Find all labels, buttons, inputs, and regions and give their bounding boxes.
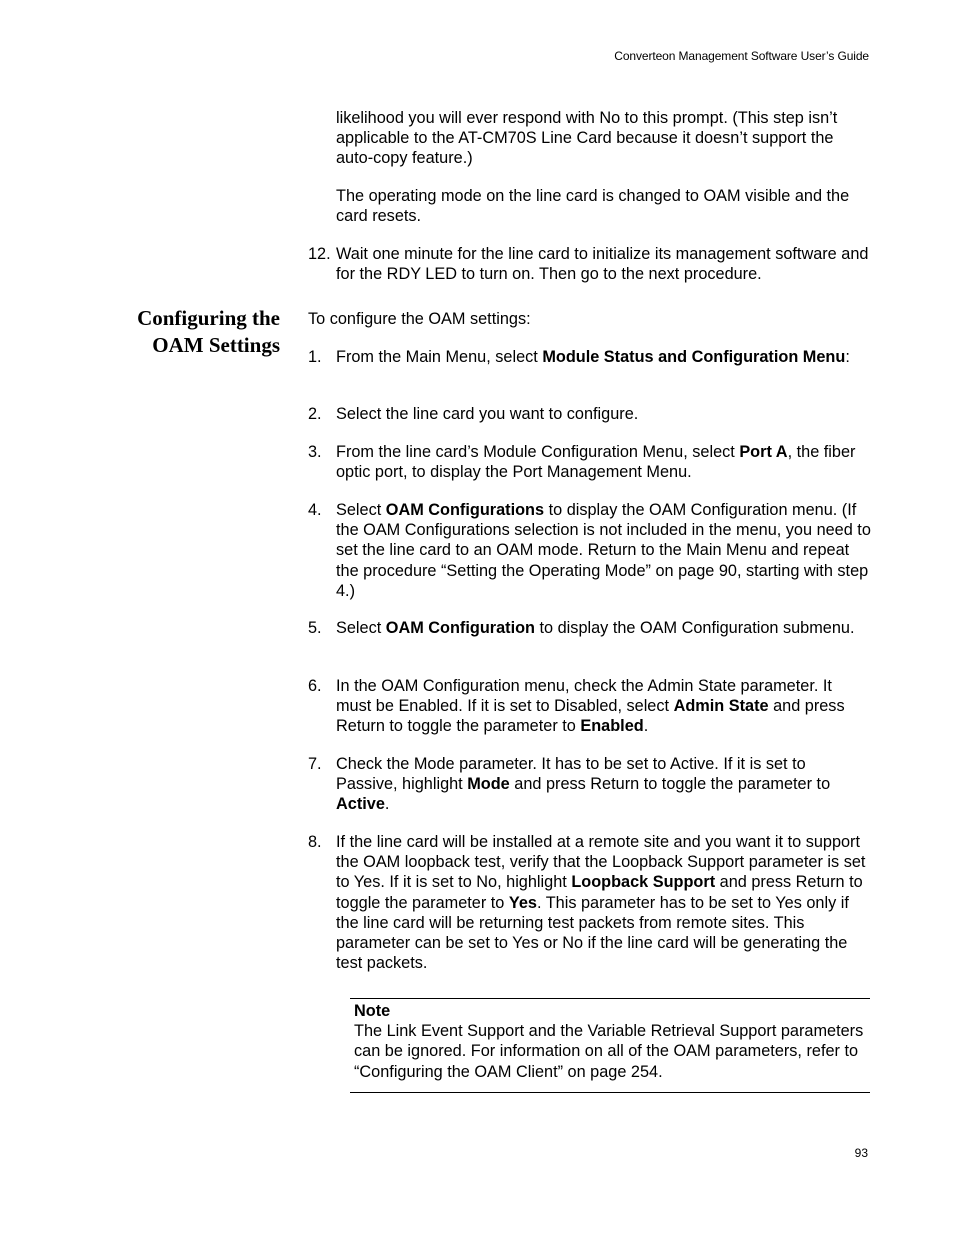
text-run: Check the Mode parameter. It has to be set to Active. If it is set to Passive, highlight — [336, 755, 806, 794]
step-12 — [308, 244, 871, 284]
text-run: Select the line card you want to configure. — [336, 405, 639, 423]
step-3 — [308, 442, 871, 482]
bold-term: Yes — [508, 893, 537, 912]
step-5 — [308, 618, 871, 638]
text-run: likelihood you will ever respond with No to this prompt. (This step isn’t applicable to the AT-CM70S Line Card because it doesn’t support the auto-copy feature.) — [336, 109, 838, 168]
step-text — [336, 244, 871, 284]
step-8 — [308, 832, 871, 973]
text-run: : — [845, 348, 850, 366]
text-run: and press Return to toggle the parameter to — [336, 873, 863, 912]
running-header: Converteon Management Software User’s Guide — [614, 49, 869, 63]
text-run: . — [643, 717, 649, 736]
text-run: Select — [336, 501, 386, 519]
step-number: 8. — [308, 833, 322, 851]
page-number: 93 — [854, 1146, 868, 1160]
text-run: . — [384, 795, 390, 814]
note-box — [350, 998, 870, 1093]
step-number: 3. — [308, 443, 322, 461]
step-text — [336, 618, 871, 638]
text-run: The operating mode on the line card is changed to OAM visible and the card resets. — [336, 187, 850, 226]
text-run: From the line card’s Module Configuration Menu, select — [336, 443, 740, 461]
step-number: 12. — [308, 245, 331, 263]
bold-term: Enabled — [580, 717, 644, 736]
text-run: and press Return to toggle the parameter to — [509, 775, 831, 794]
bold-term: Mode — [467, 775, 510, 794]
step-number: 5. — [308, 619, 322, 637]
section-heading — [100, 305, 280, 359]
step-number: 7. — [308, 755, 322, 773]
bold-term: Port A — [739, 443, 788, 461]
step-text — [336, 500, 871, 601]
bold-term: Active — [336, 795, 385, 814]
step-text — [336, 754, 871, 815]
step-text — [336, 442, 871, 482]
step-number: 6. — [308, 677, 322, 695]
text-run: . This parameter has to be set to Yes only if the line card will be returning test packets from remote sites. This parameter can be set to Yes or No if the line card will be generating the test packets. — [336, 893, 849, 973]
text-run: In the OAM Configuration menu, check the Admin State parameter. It must be Enabled. If it is set to Disabled, select — [336, 677, 832, 716]
result-paragraph — [336, 186, 871, 226]
text-run: If the line card will be installed at a remote site and you want it to support the OAM loopback test, verify that the Loopback Support parameter is set to Yes. If it is set to No, highlight — [336, 833, 866, 892]
step-4 — [308, 500, 871, 601]
text-run: to display the OAM Configuration menu. (If the OAM Configurations selection is not included in the menu, you need to set the line card to an OAM mode. Return to the Main Menu and repeat the procedure “Setting the Operating Mode” on page 90, starting with step 4.) — [336, 501, 871, 600]
step-7 — [308, 754, 871, 815]
section-heading-line: Configuring the — [137, 306, 280, 330]
section-heading-line: OAM Settings — [152, 333, 280, 357]
note-body: The Link Event Support and the Variable Retrieval Support parameters can be ignored. For information on all of the OAM parameters, refer to “Configuring the OAM Client” on page 254. — [354, 1022, 864, 1081]
text-run: Wait one minute for the line card to initialize its management software and for the RDY LED to turn on. Then go to the next procedure. — [336, 245, 869, 284]
bold-term: OAM Configurations — [385, 501, 545, 519]
step-text — [336, 832, 871, 973]
text-run: From the Main Menu, select — [336, 348, 543, 366]
step-number: 2. — [308, 405, 322, 423]
bold-term: Loopback Support — [571, 873, 716, 892]
step-1 — [308, 347, 871, 367]
text-run: , the fiber optic port, to display the Port Management Menu. — [336, 443, 856, 482]
note-title: Note — [354, 1002, 391, 1020]
bold-term: Module Status and Configuration Menu — [542, 348, 846, 366]
step-text — [336, 676, 871, 737]
step-6 — [308, 676, 871, 737]
continuation-paragraph — [336, 108, 871, 169]
bold-term: Admin State — [673, 697, 769, 716]
text-run: to display the OAM Configuration submenu. — [535, 619, 855, 637]
step-number: 4. — [308, 501, 322, 519]
text-run: Select — [336, 619, 386, 637]
text-run: and press Return to toggle the parameter to — [336, 697, 845, 736]
bold-term: OAM Configuration — [385, 619, 535, 637]
section-lead: To configure the OAM settings: — [308, 310, 531, 328]
step-text — [336, 347, 871, 367]
step-text — [336, 404, 871, 424]
step-number: 1. — [308, 348, 322, 366]
step-2 — [308, 404, 871, 424]
